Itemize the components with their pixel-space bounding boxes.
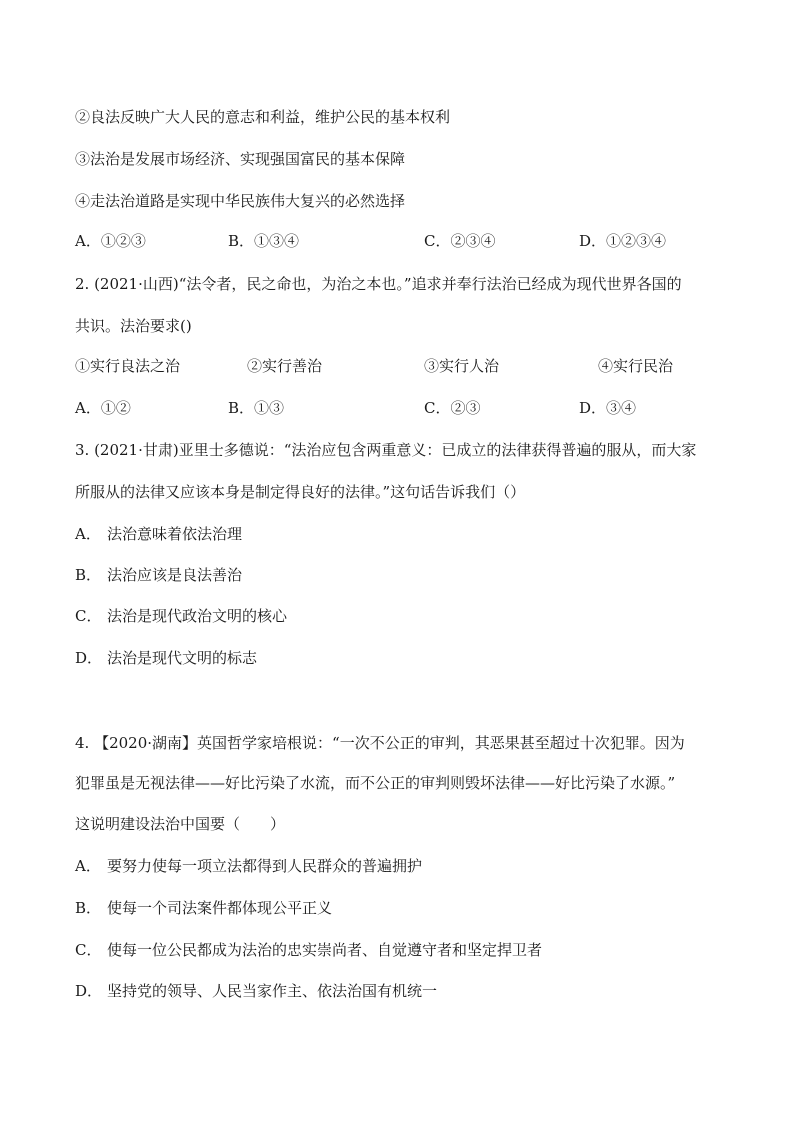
q2-stem-line-1: 2. (2021·山西)“法令者，民之命也，为治之本也。”追求并奉行法治已经成为现代世界各国的 bbox=[75, 275, 682, 293]
q3-option-b-text: 法治应该是良法善治 bbox=[107, 566, 243, 584]
q2-stem-line-2: 共识。法治要求() bbox=[75, 317, 192, 335]
q1-statement-3: ③法治是发展市场经济、实现强国富民的基本保障 bbox=[75, 150, 406, 168]
q3-stem-line-1: 3. (2021·甘肃)亚里士多德说：“法治应包含两重意义：已成立的法律获得普遍的服从，而大家 bbox=[75, 441, 697, 459]
q4-option-a bbox=[75, 856, 735, 876]
q2-statements bbox=[75, 356, 735, 376]
q4-option-b bbox=[75, 898, 735, 918]
q4-option-a-text: 要努力使每一项立法都得到人民群众的普遍拥护 bbox=[107, 857, 423, 875]
q2-option-c: C．②③ bbox=[424, 399, 481, 417]
q2-statement-1: ①实行良法之治 bbox=[75, 357, 181, 375]
q4-option-d bbox=[75, 981, 735, 1001]
q3-option-a-text: 法治意味着依法治理 bbox=[107, 525, 243, 543]
q1-options bbox=[75, 231, 735, 251]
q2-option-d: D．③④ bbox=[579, 399, 637, 417]
q4-option-a-letter: A． bbox=[75, 857, 101, 875]
q3-option-d-text: 法治是现代文明的标志 bbox=[107, 649, 258, 667]
q2-option-a: A．①② bbox=[75, 399, 131, 417]
q3-option-c-letter: C． bbox=[75, 607, 102, 625]
q2-option-b: B．①③ bbox=[228, 399, 285, 417]
q4-option-b-letter: B． bbox=[75, 899, 102, 917]
q1-option-b: B．①③④ bbox=[228, 232, 300, 250]
q4-option-c bbox=[75, 940, 735, 960]
q3-option-c bbox=[75, 606, 735, 626]
q3-option-d bbox=[75, 648, 735, 668]
q4-option-b-text: 使每一个司法案件都体现公平正义 bbox=[107, 899, 333, 917]
q3-stem-line-2: 所服从的法律又应该本身是制定得良好的法律。”这句话告诉我们（） bbox=[75, 483, 526, 501]
q3-option-a-letter: A． bbox=[75, 525, 101, 543]
q3-option-b-letter: B． bbox=[75, 566, 102, 584]
q2-statement-2: ②实行善治 bbox=[247, 357, 323, 375]
q4-option-c-text: 使每一位公民都成为法治的忠实崇尚者、自觉遵守者和坚定捍卫者 bbox=[107, 941, 543, 959]
q4-option-c-letter: C． bbox=[75, 941, 102, 959]
q4-option-d-letter: D． bbox=[75, 982, 103, 1000]
q2-statement-3: ③实行人治 bbox=[424, 357, 500, 375]
q2-options bbox=[75, 398, 735, 418]
q3-option-d-letter: D． bbox=[75, 649, 103, 667]
q4-stem-line-2: 犯罪虽是无视法律——好比污染了水流，而不公正的审判则毁坏法律——好比污染了水源。” bbox=[75, 774, 676, 792]
q1-option-a: A．①②③ bbox=[75, 232, 146, 250]
q3-option-a bbox=[75, 524, 735, 544]
q1-option-c: C．②③④ bbox=[424, 232, 496, 250]
q3-option-c-text: 法治是现代政治文明的核心 bbox=[107, 607, 288, 625]
q3-option-b bbox=[75, 565, 735, 585]
q1-option-d: D．①②③④ bbox=[579, 232, 667, 250]
q4-stem-line-3: 这说明建设法治中国要（ ） bbox=[75, 815, 286, 833]
q4-option-d-text: 坚持党的领导、人民当家作主、依法治国有机统一 bbox=[107, 982, 438, 1000]
q2-statement-4: ④实行民治 bbox=[598, 357, 674, 375]
q1-statement-2: ②良法反映广大人民的意志和利益，维护公民的基本权利 bbox=[75, 108, 451, 126]
q1-statement-4: ④走法治道路是实现中华民族伟大复兴的必然选择 bbox=[75, 192, 406, 210]
q4-stem-line-1: 4. 【2020·湖南】英国哲学家培根说：“一次不公正的审判，其恶果甚至超过十次犯罪。因为 bbox=[75, 734, 685, 752]
